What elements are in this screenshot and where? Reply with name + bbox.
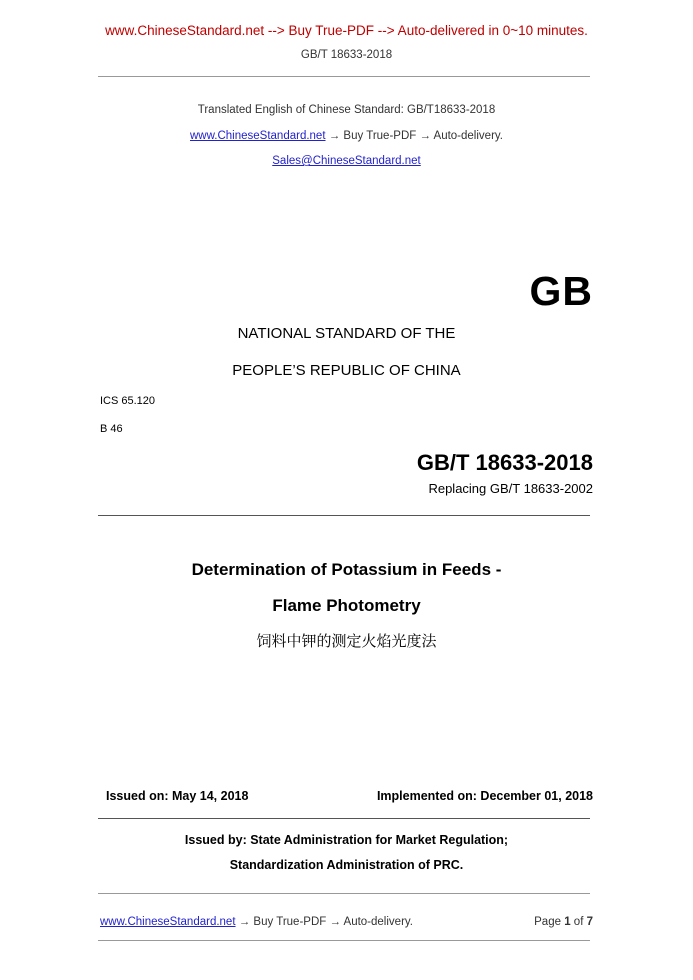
site-delivery-line: [0, 130, 693, 142]
footer-site-link[interactable]: www.ChineseStandard.net: [100, 916, 236, 928]
promo-banner: www.ChineseStandard.net --> Buy True-PDF --> Auto-delivered in 0~10 minutes.: [105, 23, 588, 38]
title-divider-top: [98, 515, 590, 516]
issue-divider-top: [98, 818, 590, 819]
issued-by-line2: Standardization Administration of PRC.: [229, 858, 464, 872]
national-standard-line1: NATIONAL STANDARD OF THE: [237, 325, 456, 342]
sales-email-link[interactable]: Sales@ChineseStandard.net: [272, 155, 421, 167]
ics-code: ICS 65.120: [100, 395, 156, 407]
title-english-line1: Determination of Potassium in Feeds -: [191, 560, 502, 579]
national-standard-line2: PEOPLE’S REPUBLIC OF CHINA: [232, 362, 461, 379]
site-link[interactable]: www.ChineseStandard.net: [190, 130, 326, 142]
header-standard-number: GB/T 18633-2018: [300, 49, 393, 61]
sales-email-line: [0, 155, 693, 167]
footer-tagline: → Buy True-PDF → Auto-delivery.: [235, 916, 413, 928]
page-indicator: [534, 916, 593, 928]
page-total: 7: [586, 916, 593, 928]
replacing-standard: Replacing GB/T 18633-2002: [428, 481, 593, 496]
header-divider: [98, 76, 590, 77]
classification-code: B 46: [100, 423, 123, 435]
issue-divider-bottom: [98, 893, 590, 894]
footer-site: [100, 916, 413, 928]
page-label: Page: [534, 916, 561, 928]
page-number: 1: [564, 916, 571, 928]
gb-mark: GB: [529, 268, 593, 314]
implemented-on-date: Implemented on: December 01, 2018: [376, 789, 593, 803]
cover-standard-number: GB/T 18633-2018: [416, 450, 593, 475]
issued-by-line1: Issued by: State Administration for Market Regulation;: [184, 833, 509, 847]
issued-on-date: Issued on: May 14, 2018: [106, 789, 249, 803]
translated-standard-line: Translated English of Chinese Standard: GB/T18633-2018: [197, 104, 496, 116]
footer-divider: [98, 940, 590, 941]
title-english-line2: Flame Photometry: [272, 596, 421, 615]
site-delivery-tagline: → Buy True-PDF → Auto-delivery.: [325, 130, 503, 142]
of-label: of: [573, 916, 584, 928]
title-chinese: 饲料中钾的测定火焰光度法: [256, 633, 437, 650]
